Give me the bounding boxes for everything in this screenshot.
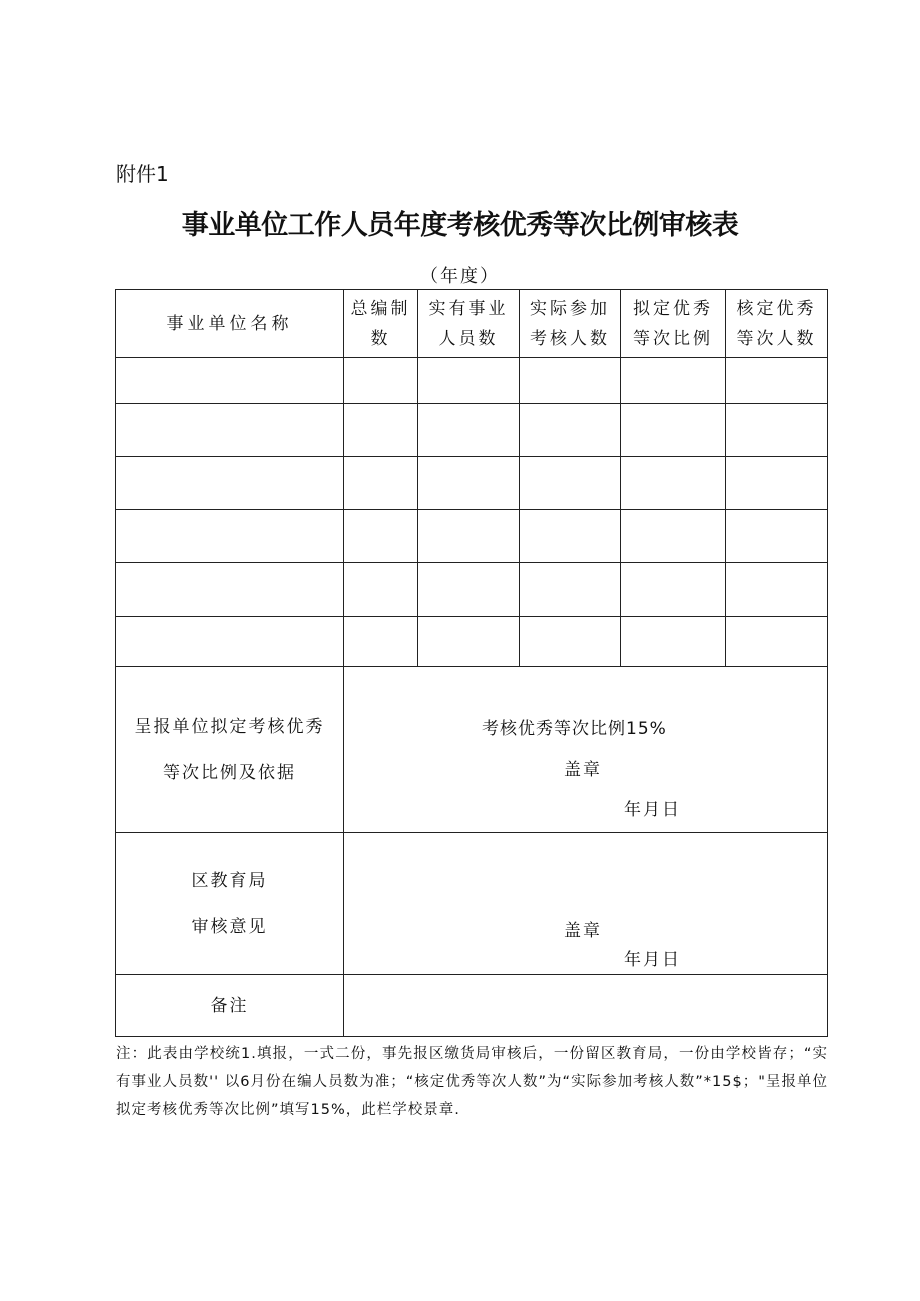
- header-actual-staff: [418, 290, 520, 358]
- bureau-label-line1: 区教育局: [191, 870, 268, 891]
- cell-proposed-ratio[interactable]: [621, 563, 726, 617]
- review-table: [115, 289, 828, 1037]
- cell-assess-count[interactable]: [520, 617, 621, 667]
- bureau-date-label: 年月日: [624, 950, 681, 970]
- cell-assess-count[interactable]: [520, 404, 621, 457]
- cell-unit-name[interactable]: [116, 358, 344, 404]
- cell-unit-name[interactable]: [116, 457, 344, 510]
- header-proposed-ratio-line2: 等次比例: [633, 328, 713, 349]
- table-row: [116, 358, 828, 404]
- submit-content-cell[interactable]: [344, 667, 828, 833]
- header-proposed-ratio-line1: 拟定优秀: [633, 298, 713, 319]
- cell-approved-count[interactable]: [726, 510, 828, 563]
- cell-actual-staff[interactable]: [418, 510, 520, 563]
- attachment-label: 附件1: [116, 162, 169, 186]
- header-assess-count: [520, 290, 621, 358]
- footnote: 注：此表由学校统1.填报，一式二份，事先报区缴货局审核后，一份留区教育局，一份由学校皆存；“实有事业人员数'' 以6月份在编人员数为准；“核定优秀等次人数”为“实际参加考核人数”*15$；"呈报单位拟定考核优秀等次比例”填写15%，此栏学校景章.: [116, 1046, 828, 1118]
- submit-label-line2: 等次比例及依据: [163, 762, 296, 783]
- cell-total-quota[interactable]: [344, 510, 418, 563]
- cell-actual-staff[interactable]: [418, 563, 520, 617]
- submit-date-label: 年月日: [624, 800, 681, 820]
- cell-total-quota[interactable]: [344, 457, 418, 510]
- cell-assess-count[interactable]: [520, 457, 621, 510]
- bureau-label-line2: 审核意见: [191, 916, 268, 937]
- remarks-label: 备注: [116, 975, 344, 1037]
- bureau-row: [116, 833, 828, 975]
- bureau-label-cell: [116, 833, 344, 975]
- submit-seal-label: 盖章: [564, 760, 602, 780]
- cell-actual-staff[interactable]: [418, 358, 520, 404]
- cell-proposed-ratio[interactable]: [621, 617, 726, 667]
- cell-approved-count[interactable]: [726, 404, 828, 457]
- cell-unit-name[interactable]: [116, 510, 344, 563]
- cell-actual-staff[interactable]: [418, 457, 520, 510]
- cell-assess-count[interactable]: [520, 563, 621, 617]
- cell-total-quota[interactable]: [344, 404, 418, 457]
- cell-unit-name[interactable]: [116, 617, 344, 667]
- header-approved-count-line1: 核定优秀: [736, 298, 817, 319]
- header-total-quota-line2: 数: [370, 328, 391, 349]
- submit-ratio-text: 考核优秀等次比例15%: [482, 719, 667, 739]
- table-row: [116, 617, 828, 667]
- submit-row: [116, 667, 828, 833]
- cell-assess-count[interactable]: [520, 510, 621, 563]
- cell-assess-count[interactable]: [520, 358, 621, 404]
- cell-proposed-ratio[interactable]: [621, 358, 726, 404]
- cell-actual-staff[interactable]: [418, 617, 520, 667]
- header-approved-count: [726, 290, 828, 358]
- table-row: [116, 404, 828, 457]
- header-assess-count-line1: 实际参加: [530, 298, 610, 319]
- table-row: [116, 510, 828, 563]
- year-label: （年度）: [420, 266, 500, 287]
- header-row: [116, 290, 828, 358]
- remarks-content-cell[interactable]: [344, 975, 828, 1037]
- header-unit-name: 事业单位名称: [116, 290, 344, 358]
- cell-approved-count[interactable]: [726, 617, 828, 667]
- cell-unit-name[interactable]: [116, 563, 344, 617]
- bureau-content-cell[interactable]: [344, 833, 828, 975]
- remarks-row: [116, 975, 828, 1037]
- table-row: [116, 457, 828, 510]
- cell-proposed-ratio[interactable]: [621, 457, 726, 510]
- header-assess-count-line2: 考核人数: [530, 328, 610, 349]
- cell-total-quota[interactable]: [344, 563, 418, 617]
- table-row: [116, 563, 828, 617]
- submit-label-line1: 呈报单位拟定考核优秀: [134, 716, 325, 737]
- cell-total-quota[interactable]: [344, 358, 418, 404]
- header-approved-count-line2: 等次人数: [736, 328, 817, 349]
- cell-actual-staff[interactable]: [418, 404, 520, 457]
- cell-total-quota[interactable]: [344, 617, 418, 667]
- cell-proposed-ratio[interactable]: [621, 510, 726, 563]
- cell-approved-count[interactable]: [726, 563, 828, 617]
- cell-unit-name[interactable]: [116, 404, 344, 457]
- header-actual-staff-line2: 人员数: [438, 328, 499, 349]
- bureau-seal-label: 盖章: [564, 921, 602, 941]
- form-title: 事业单位工作人员年度考核优秀等次比例审核表: [181, 210, 739, 241]
- submit-label-cell: [116, 667, 344, 833]
- cell-approved-count[interactable]: [726, 358, 828, 404]
- header-total-quota: [344, 290, 418, 358]
- cell-approved-count[interactable]: [726, 457, 828, 510]
- header-actual-staff-line1: 实有事业: [428, 298, 509, 319]
- header-proposed-ratio: [621, 290, 726, 358]
- cell-proposed-ratio[interactable]: [621, 404, 726, 457]
- header-total-quota-line1: 总编制: [350, 298, 411, 319]
